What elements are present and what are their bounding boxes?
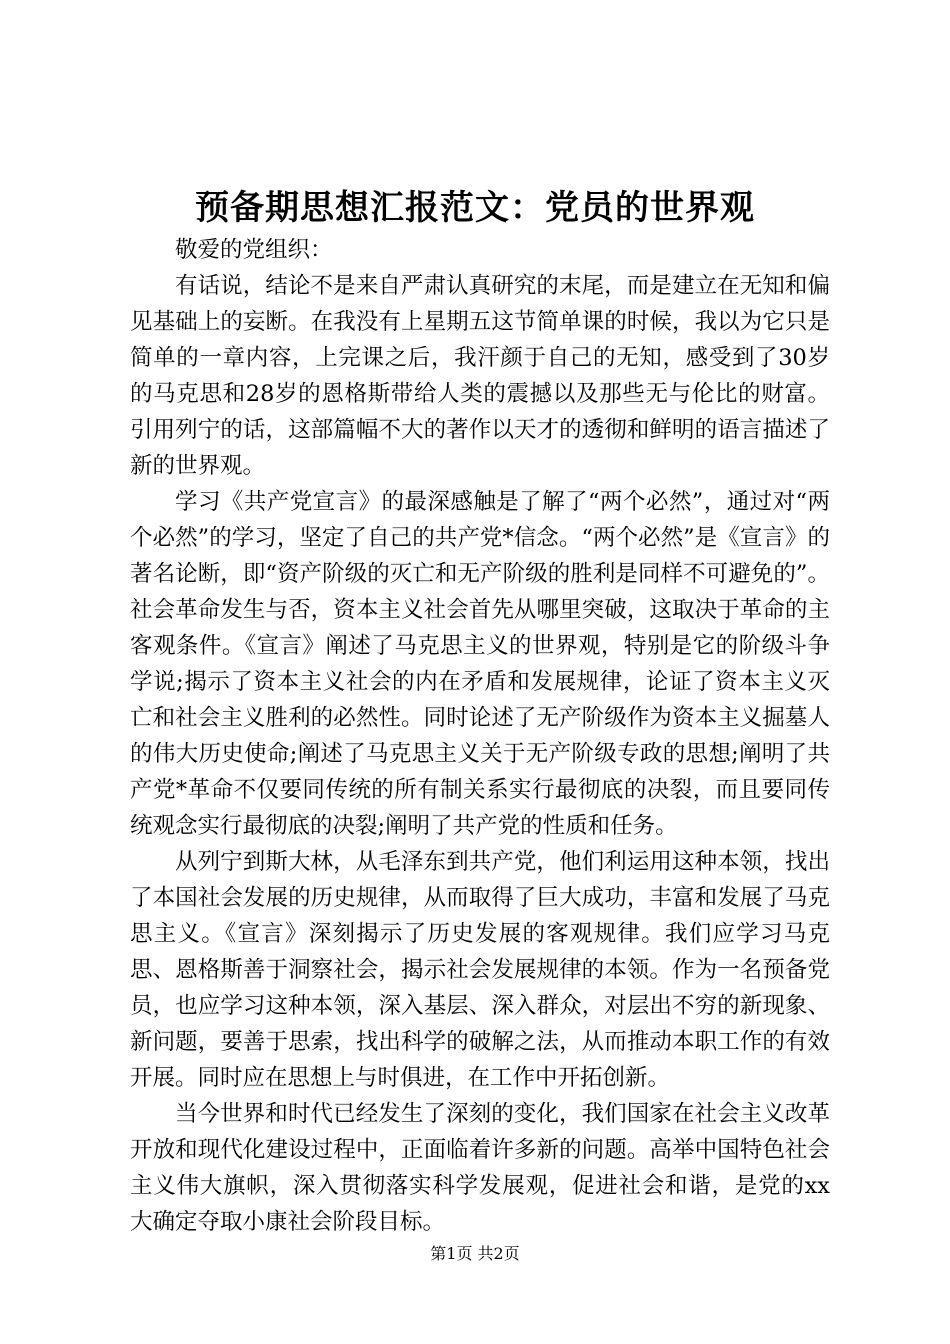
paragraph-1: 有话说，结论不是来自严肃认真研究的末尾，而是建立在无知和偏见基础上的妄断。在我没有上星期五这节简单课的时候，我以为它只是简单的一章内容，上完课之后，我汗颜于自己的无知，感受到了30岁的马克思和28岁的恩格斯带给人类的震撼以及那些无与伦比的财富。引用列宁的话，这部篇幅不大的著作以天才的透彻和鲜明的语言描述了新的世界观。 [130,273,830,479]
document-title: 预备期思想汇报范文：党员的世界观 [195,188,755,228]
page-footer [0,1243,950,1265]
salutation: 敬爱的党组织： [175,237,333,263]
paragraph-4: 当今世界和时代已经发生了深刻的变化，我们国家在社会主义改革开放和现代化建设过程中，正面临着许多新的问题。高举中国特色社会主义伟大旗帜，深入贯彻落实科学发展观，促进社会和谐，是党的xx大确定夺取小康社会阶段目标。 [130,1101,830,1235]
page-indicator: 第1页 共2页 [430,1244,520,1263]
paragraph-3: 从列宁到斯大林，从毛泽东到共产党，他们利运用这种本领，找出了本国社会发展的历史规律，从而取得了巨大成功，丰富和发展了马克思主义。《宣言》深刻揭示了历史发展的客观规律。我们应学习马克思、恩格斯善于洞察社会，揭示社会发展规律的本领。作为一名预备党员，也应学习这种本领，深入基层、深入群众，对层出不穷的新现象、新问题，要善于思索，找出科学的破解之法，从而推动本职工作的有效开展。同时应在思想上与时俱进，在工作中开拓创新。 [130,849,830,1091]
document-body [130,232,830,1240]
paragraph-2: 学习《共产党宣言》的最深感触是了解了“两个必然”，通过对“两个必然”的学习，坚定了自己的共产党*信念。“两个必然”是《宣言》的著名论断，即“资产阶级的灭亡和无产阶级的胜利是同样不可避免的”。社会革命发生与否，资本主义社会首先从哪里突破，这取决于革命的主客观条件。《宣言》阐述了马克思主义的世界观，特别是它的阶级斗争学说;揭示了资本主义社会的内在矛盾和发展规律，论证了资本主义灭亡和社会主义胜利的必然性。同时论述了无产阶级作为资本主义掘墓人的伟大历史使命;阐述了马克思主义关于无产阶级专政的思想;阐明了共产党*革命不仅要同传统的所有制关系实行最彻底的决裂，而且要同传统观念实行最彻底的决裂;阐明了共产党的性质和任务。 [130,489,830,839]
